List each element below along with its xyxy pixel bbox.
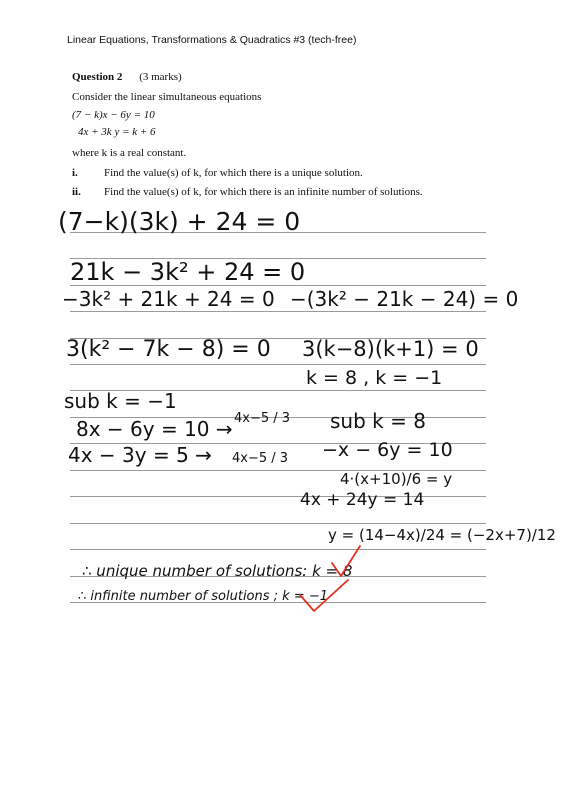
question-intro: Consider the linear simultaneous equations	[72, 91, 262, 103]
part-ii-text: Find the value(s) of k, for which there is an infinite number of solutions.	[104, 186, 423, 198]
working-line-3b: −(3k² − 21k − 24) = 0	[290, 287, 519, 311]
right-eq-3: 4x + 24y = 14	[300, 490, 425, 510]
left-fraction-2: 4x−5 / 3	[232, 451, 289, 466]
equation-1: (7 − k)x − 6y = 10	[72, 109, 155, 121]
working-line-1: (7−k)(3k) + 24 = 0	[58, 207, 301, 236]
part-ii-label: ii.	[72, 186, 81, 198]
conclusion-infinite: ∴ infinite number of solutions ; k = −1	[78, 589, 329, 604]
working-line-5: k = 8 , k = −1	[306, 367, 443, 389]
left-eq-1: 8x − 6y = 10 →	[76, 417, 233, 441]
question-marks: (3 marks)	[139, 71, 182, 83]
right-eq-2: 4·(x+10)/6 = y	[340, 470, 453, 488]
conclusion-unique: ∴ unique number of solutions: k = 8	[82, 562, 353, 580]
working-line-3a: −3k² + 21k + 24 = 0	[62, 287, 275, 311]
right-sub: sub k = 8	[330, 409, 426, 433]
question-condition: where k is a real constant.	[72, 147, 187, 159]
working-line-2: 21k − 3k² + 24 = 0	[70, 258, 306, 286]
part-i-text: Find the value(s) of k, for which there is a unique solution.	[104, 167, 363, 179]
left-fraction-1: 4x−5 / 3	[234, 411, 291, 426]
part-i-label: i.	[72, 167, 78, 179]
left-sub: sub k = −1	[64, 389, 177, 413]
right-eq-1: −x − 6y = 10	[322, 439, 453, 461]
working-line-4a: 3(k² − 7k − 8) = 0	[66, 337, 271, 362]
working-line-4b: 3(k−8)(k+1) = 0	[302, 337, 479, 361]
page-header: Linear Equations, Transformations & Quadratics #3 (tech-free)	[67, 34, 357, 46]
equation-2: 4x + 3k y = k + 6	[78, 126, 156, 138]
question-number: Question 2	[72, 71, 123, 83]
right-eq-4: y = (14−4x)/24 = (−2x+7)/12	[328, 526, 556, 544]
left-eq-2: 4x − 3y = 5 →	[68, 443, 212, 467]
